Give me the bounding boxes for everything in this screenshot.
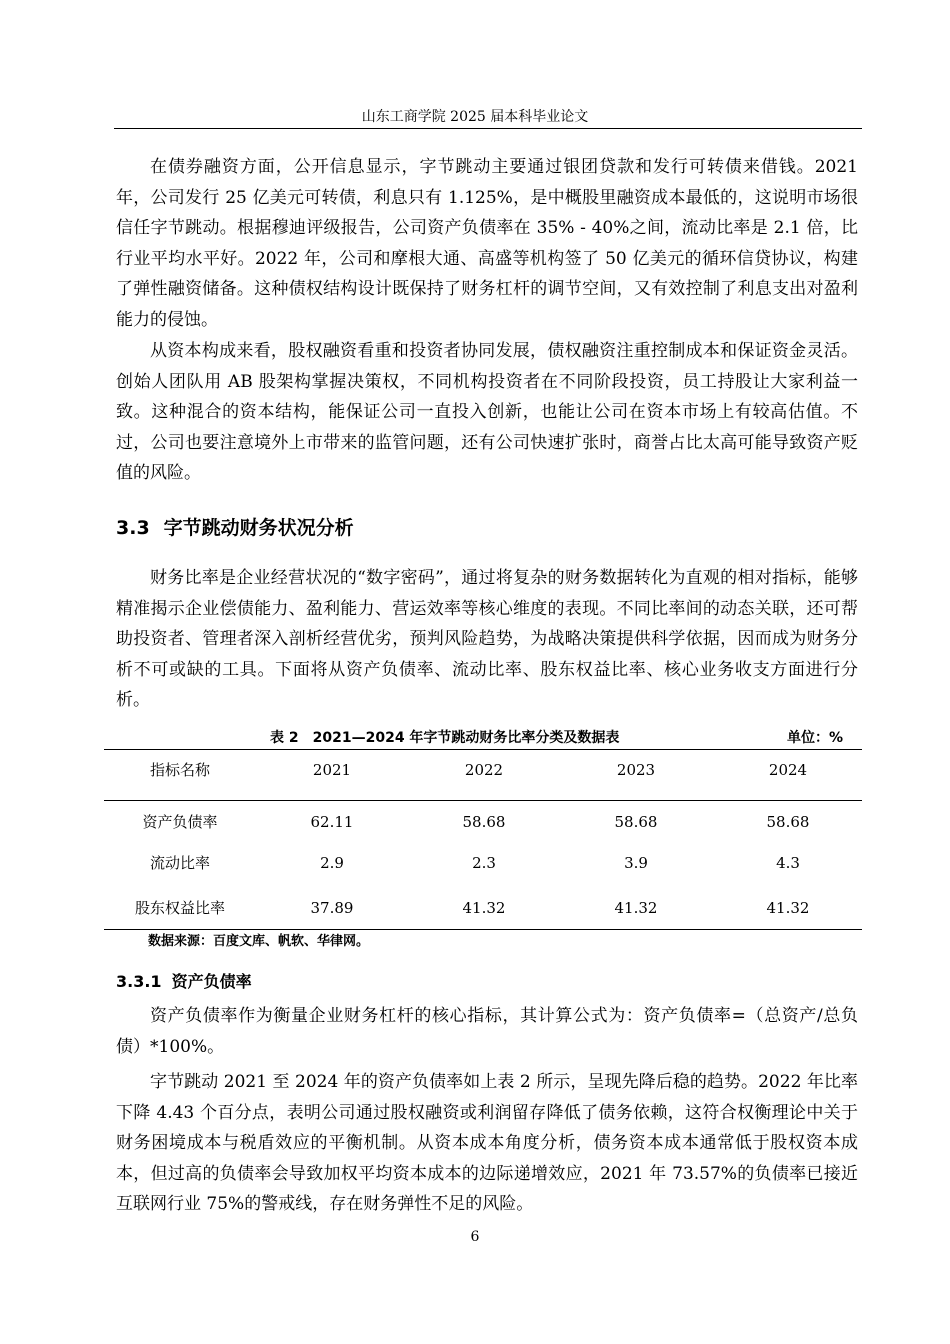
paragraph-capital-structure: 从资本构成来看，股权融资看重和投资者协同发展，债权融资注重控制成本和保证资金灵活。创始人团队用 AB 股架构掌握决策权，不同机构投资者在不同阶段投资，员工持股让大家利益一致。这种混合的资本结构，能保证公司一直投入创新，也能让公司在资本市场上有较高估值。不过，公司也要注意境外上市带来的监管问题，还有公司快速扩张时，商誉占比太高可能导致资产贬值的风险。 [116,341,858,484]
table-bottom-rule [104,929,862,930]
table-header-cell: 2024 [768,761,808,779]
paragraph-debt-ratio-definition: 资产负债率作为衡量企业财务杠杆的核心指标，其计算公式为：资产负债率=（总资产/总负债）*100%。 [116,1006,858,1057]
subsection-number: 3.3.1 [116,972,162,991]
table-caption-label: 表 2 [270,730,299,746]
page-number: 6 [470,1229,480,1245]
table-unit: 单位：% [787,730,844,746]
table-cell: 41.32 [462,899,506,917]
table-cell: 流动比率 [149,854,210,872]
table-cell: 58.68 [614,813,658,831]
table-header-rule [104,800,862,801]
table-cell: 资产负债率 [142,813,218,831]
table-cell: 58.68 [462,813,506,831]
table-cell: 2.3 [472,854,496,872]
paragraph-bond-financing: 在债券融资方面，公开信息显示，字节跳动主要通过银团贷款和发行可转债来借钱。2021 年，公司发行 25 亿美元可转债，利息只有 1.125%，是中概股里融资成本最低的，这说明市场很信任字节跳动。根据穆迪评级报告，公司资产负债率在 35% - 40%之间，流动比率是 2.1 倍，比行业平均水平好。2022 年，公司和摩根大通、高盛等机构签了 50 亿美元的循环信贷协议，构建了弹性融资储备。这种债权结构设计既保持了财务杠杆的调节空间，又有效控制了利息支出对盈利能力的侵蚀。 [116,157,858,330]
table-caption [270,728,619,748]
table-cell: 62.11 [310,813,354,831]
table-cell: 股东权益比率 [134,899,225,917]
table-top-rule [104,749,862,750]
table-header-cell: 指标名称 [149,761,210,779]
paragraph-debt-ratio-analysis: 字节跳动 2021 至 2024 年的资产负债率如上表 2 所示，呈现先降后稳的趋势。2022 年比率下降 4.43 个百分点，表明公司通过股权融资或利润留存降低了债务依赖，这符合权衡理论中关于财务困境成本与税盾效应的平衡机制。从资本成本角度分析，债务资本成本通常低于股权资本成本，但过高的负债率会导致加权平均资本成本的边际递增效应，2021 年 73.57%的负债率已接近互联网行业 75%的警戒线，存在财务弹性不足的风险。 [116,1072,858,1215]
table-cell: 58.68 [766,813,810,831]
header-divider [114,128,862,129]
table-cell: 3.9 [624,854,648,872]
section-number: 3.3 [116,517,150,539]
subsection-heading [116,968,252,996]
subsection-title: 资产负债率 [171,972,252,991]
section-heading [116,513,354,543]
section-title: 字节跳动财务状况分析 [163,517,354,539]
table-cell: 37.89 [310,899,354,917]
table-cell: 41.32 [766,899,810,917]
paragraph-financial-ratios: 财务比率是企业经营状况的“数字密码”，通过将复杂的财务数据转化为直观的相对指标，能够精准揭示企业偿债能力、盈利能力、营运效率等核心维度的表现。不同比率间的动态关联，还可帮助投资者、管理者深入剖析经营优劣，预判风险趋势，为战略决策提供科学依据，因而成为财务分析不可或缺的工具。下面将从资产负债率、流动比率、股东权益比率、核心业务收支方面进行分析。 [116,568,858,711]
table-caption-title: 2021—2024 年字节跳动财务比率分类及数据表 [312,730,620,746]
table-header-cell: 2022 [464,761,504,779]
table-header-cell: 2023 [616,761,656,779]
table-header-cell: 2021 [312,761,352,779]
page-header-title: 山东工商学院 2025 届本科毕业论文 [361,109,589,125]
table-cell: 41.32 [614,899,658,917]
table-cell: 4.3 [776,854,800,872]
table-source-note: 数据来源：百度文库、帆软、华律网。 [148,934,370,949]
table-cell: 2.9 [320,854,344,872]
